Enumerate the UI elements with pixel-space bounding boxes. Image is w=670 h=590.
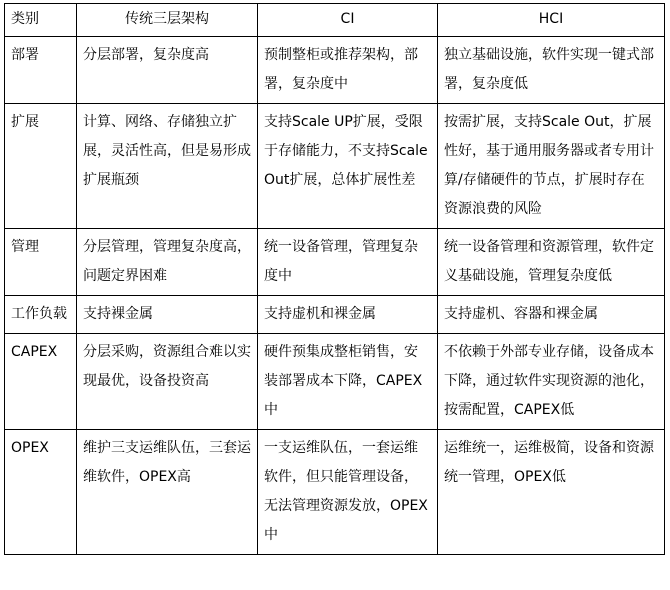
cell-ci: 支持虚机和裸金属 — [258, 296, 438, 334]
cell-ci: 硬件预集成整柜销售，安装部署成本下降，CAPEX中 — [258, 334, 438, 430]
header-traditional: 传统三层架构 — [77, 4, 258, 37]
cell-traditional: 维护三支运维队伍，三套运维软件，OPEX高 — [77, 430, 258, 555]
cell-ci: 统一设备管理，管理复杂度中 — [258, 229, 438, 296]
comparison-table — [4, 3, 665, 555]
cell-ci: 支持Scale UP扩展，受限于存储能力，不支持Scale Out扩展，总体扩展性差 — [258, 104, 438, 229]
header-category: 类别 — [5, 4, 77, 37]
row-label: CAPEX — [5, 334, 77, 430]
cell-traditional: 分层部署，复杂度高 — [77, 37, 258, 104]
table-row — [5, 37, 665, 104]
cell-hci: 运维统一，运维极简，设备和资源统一管理，OPEX低 — [438, 430, 665, 555]
table-row — [5, 334, 665, 430]
row-label: 扩展 — [5, 104, 77, 229]
cell-hci: 独立基础设施，软件实现一键式部署，复杂度低 — [438, 37, 665, 104]
table-row — [5, 296, 665, 334]
cell-hci: 按需扩展，支持Scale Out，扩展性好，基于通用服务器或者专用计算/存储硬件的节点，扩展时存在资源浪费的风险 — [438, 104, 665, 229]
table-row — [5, 104, 665, 229]
table-row — [5, 229, 665, 296]
header-row — [5, 4, 665, 37]
cell-traditional: 支持裸金属 — [77, 296, 258, 334]
header-hci: HCI — [438, 4, 665, 37]
cell-ci: 一支运维队伍，一套运维软件，但只能管理设备，无法管理资源发放，OPEX中 — [258, 430, 438, 555]
cell-hci: 不依赖于外部专业存储，设备成本下降，通过软件实现资源的池化，按需配置，CAPEX低 — [438, 334, 665, 430]
cell-ci: 预制整柜或推荐架构，部署，复杂度中 — [258, 37, 438, 104]
row-label: 管理 — [5, 229, 77, 296]
row-label: 部署 — [5, 37, 77, 104]
row-label: 工作负载 — [5, 296, 77, 334]
cell-hci: 统一设备管理和资源管理，软件定义基础设施，管理复杂度低 — [438, 229, 665, 296]
cell-traditional: 分层采购，资源组合难以实现最优，设备投资高 — [77, 334, 258, 430]
cell-hci: 支持虚机、容器和裸金属 — [438, 296, 665, 334]
table-row — [5, 430, 665, 555]
cell-traditional: 计算、网络、存储独立扩展，灵活性高，但是易形成扩展瓶颈 — [77, 104, 258, 229]
cell-traditional: 分层管理，管理复杂度高，问题定界困难 — [77, 229, 258, 296]
header-ci: CI — [258, 4, 438, 37]
row-label: OPEX — [5, 430, 77, 555]
